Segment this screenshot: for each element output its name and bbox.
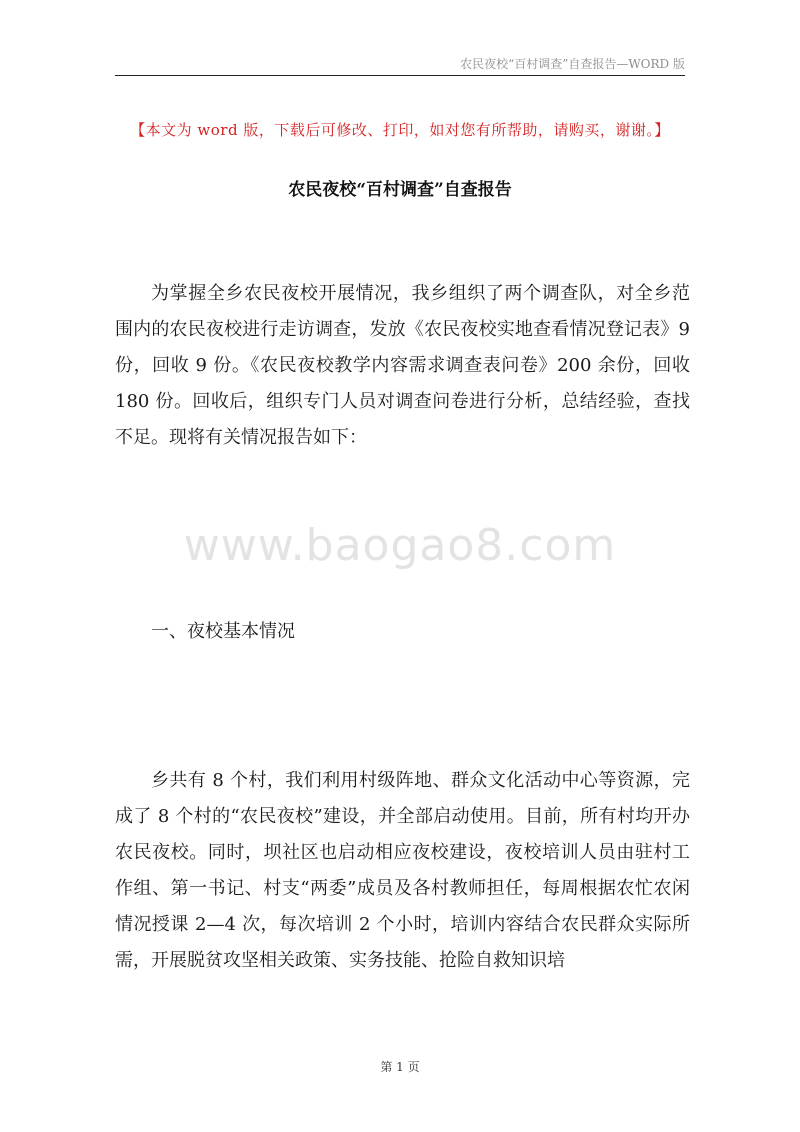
section-heading: 一、夜校基本情况 (151, 621, 295, 642)
document-title: 农民夜校“百村调查”自查报告 (288, 180, 512, 200)
body-paragraph: 乡共有 8 个村，我们利用村级阵地、群众文化活动中心等资源，完成了 8 个村的“农民夜校”建设，并全部启动使用。目前，所有村均开办农民夜校。同时，坝社区也启动相应夜校建设，夜校培训人员由驻村工作组、第一书记、村支“两委”成员及各村教师担任，每周根据农忙农闲情况授课 2—4 次，每次培训 2 个小时，培训内容结合农民群众实际所需，开展脱贫攻坚相关政策、实务技能、抢险自救知识培 (115, 770, 690, 971)
intro-paragraph: 为掌握全乡农民夜校开展情况，我乡组织了两个调查队，对全乡范围内的农民夜校进行走访调查，发放《农民夜校实地查看情况登记表》9 份，回收 9 份。《农民夜校教学内容需求调查表问卷》200 余份，回收 180 份。回收后，组织专门人员对调查问卷进行分析，总结经验，查找不足。现将有关情况报告如下： (115, 283, 690, 448)
watermark: www.baogao8.com (183, 520, 617, 571)
running-header: 农民夜校“百村调查”自查报告—WORD 版 (460, 57, 685, 71)
header-divider (115, 75, 685, 76)
page-number: 第 1 页 (380, 1060, 420, 1074)
purchase-notice: 【本文为 word 版，下载后可修改、打印，如对您有所帮助，请购买，谢谢。】 (130, 121, 670, 139)
